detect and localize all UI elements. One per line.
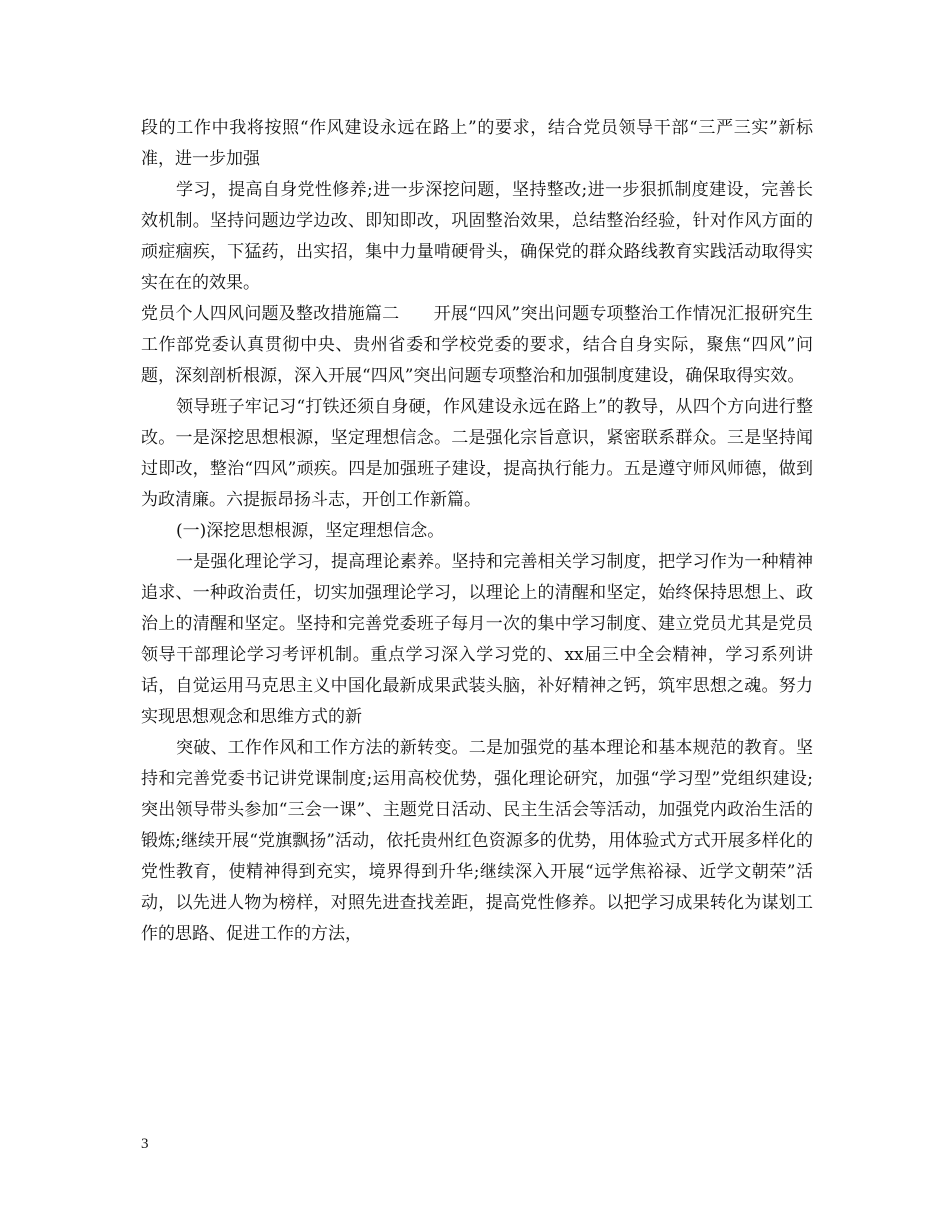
- paragraph: 突破、工作作风和工作方法的新转变。二是加强党的基本理论和基本规范的教育。坚持和完善党委书记讲党课制度;运用高校优势，强化理论研究，加强“学习型”党组织建设;突出领导带头参加“三会一课”、主题党日活动、民主生活会等活动，加强党内政治生活的锻炼;继续开展“党旗飘扬”活动，依托贵州红色资源多的优势，用体验式方式开展多样化的党性教育，使精神得到充实，境界得到升华;继续深入开展“远学焦裕禄、近学文朝荣”活动，以先进人物为榜样，对照先进查找差距，提高党性修养。以把学习成果转化为谋划工作的思路、促进工作的方法，: [141, 738, 813, 944]
- document-body: [141, 113, 813, 950]
- paragraph: 领导班子牢记习“打铁还须自身硬，作风建设永远在路上”的教导，从四个方向进行整改。一是深挖思想根源，坚定理想信念。二是强化宗旨意识，紧密联系群众。三是坚持闻过即改，整治“四风”顽疾。四是加强班子建设，提高执行能力。五是遵守师风师德，做到为政清廉。六提振昂扬斗志，开创工作新篇。: [141, 397, 813, 510]
- paragraph: 学习，提高自身党性修养;进一步深挖问题，坚持整改;进一步狠抓制度建设，完善长效机制。坚持问题边学边改、即知即改，巩固整治效果，总结整治经验，针对作风方面的顽症痼疾，下猛药，出实招，集中力量啃硬骨头，确保党的群众路线教育实践活动取得实实在在的效果。: [141, 180, 813, 293]
- paragraph: 一是强化理论学习，提高理论素养。坚持和完善相关学习制度，把学习作为一种精神追求、一种政治责任，切实加强理论学习，以理论上的清醒和坚定，始终保持思想上、政治上的清醒和坚定。坚持和完善党委班子每月一次的集中学习制度、建立党员尤其是党员领导干部理论学习考评机制。重点学习深入学习党的、xx届三中全会精神，学习系列讲话，自觉运用马克思主义中国化最新成果武装头脑，补好精神之钙，筑牢思想之魂。努力实现思想观念和思维方式的新: [141, 552, 813, 727]
- page-number: 3: [141, 1136, 149, 1152]
- paragraph: 段的工作中我将按照“作风建设永远在路上”的要求，结合党员领导干部“三严三实”新标准，进一步加强: [141, 118, 813, 169]
- paragraph: 党员个人四风问题及整改措施篇二 开展“四风”突出问题专项整治工作情况汇报研究生工作部党委认真贯彻中央、贵州省委和学校党委的要求，结合自身实际，聚焦“四风”问题，深刻剖析根源，深入开展“四风”突出问题专项整治和加强制度建设，确保取得实效。: [141, 304, 813, 386]
- section-heading: (一)深挖思想根源，坚定理想信念。: [176, 521, 445, 541]
